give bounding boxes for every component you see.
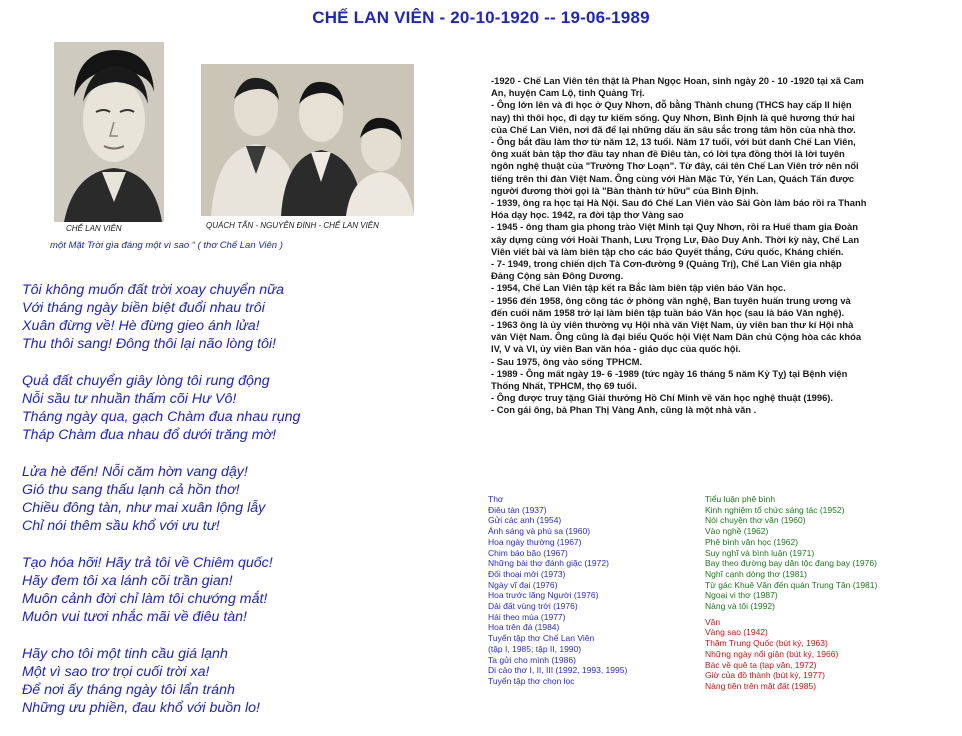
- poem-line: Muôn vui tươi nhắc mãi về điêu tàn!: [22, 609, 247, 625]
- bio-line: - Ông bắt đầu làm thơ từ năm 12, 13 tuổi. Năm 17 tuổi, với bút danh Chế Lan Viên,: [491, 136, 856, 148]
- poem-line: Với tháng ngày biền biệt đuổi nhau trôi: [22, 300, 265, 316]
- works-item: Suy nghĩ và bình luận (1971): [705, 547, 815, 558]
- works-item: Văn: [705, 616, 721, 627]
- works-item: Kinh nghiệm tổ chức sáng tác (1952): [705, 504, 845, 515]
- works-item: Tiểu luận phê bình: [705, 494, 776, 504]
- works-item: Phê bình văn học (1962): [705, 536, 799, 547]
- works-item: Thăm Trung Quốc (bút ký, 1963): [705, 638, 828, 649]
- works-poetry-list: [488, 494, 698, 687]
- bio-line: văn Việt Nam. Ông cũng là đại biểu Quốc hội Việt Nam Dân chủ Cộng hòa các khóa: [491, 331, 862, 343]
- poem-stanza: [22, 554, 462, 626]
- poem-line: Hãy đem tôi xa lánh cõi trần gian!: [22, 573, 233, 589]
- poem-line: Xuân đừng về! Hè đừng gieo ánh lửa!: [22, 318, 260, 334]
- poem-line: Lửa hè đến! Nỗi căm hờn vang dậy!: [22, 464, 248, 480]
- bio-line: Đảng Cộng sản Đông Dương.: [491, 270, 624, 282]
- works-item: Thơ: [488, 494, 504, 504]
- works-item: Ngày vĩ đại (1976): [488, 579, 558, 590]
- works-item: Vào nghề (1962): [705, 526, 769, 537]
- works-item: Nàng và tôi (1992): [705, 601, 775, 612]
- bio-line: An, huyện Cam Lộ, tỉnh Quảng Trị.: [491, 87, 645, 99]
- bio-line: - 7- 1949, trong chiến dịch Tà Cơn-đường 9 (Quảng Trị), Chế Lan Viên gia nhập: [491, 258, 842, 270]
- page-title: CHẾ LAN VIÊN - 20-10-1920 -- 19-06-1989: [312, 8, 650, 27]
- bio-line: nay) thì thôi học, đi dạy tư kiếm sống. Quy Nhơn, Bình Định là quê hương thứ hai: [491, 111, 855, 123]
- poem-line: Quả đất chuyển giây lòng tôi rung động: [22, 373, 270, 389]
- poem-stanza: [22, 372, 462, 444]
- works-item: Hoa trên đá (1984): [488, 622, 560, 633]
- bio-line: - 1954, Chế Lan Viên tập kết ra Bắc làm biên tập viên báo Văn học.: [491, 282, 786, 294]
- bio-line: ông xuất bản tập thơ đầu tay nhan đề Điêu tàn, có lời tựa đồng thời là lời tuyên: [491, 148, 845, 160]
- bio-line: - Sau 1975, ông vào sống TPHCM.: [491, 355, 643, 367]
- poem-line: Chỉ nói thêm sầu khổ với ưu tư!: [22, 518, 220, 534]
- works-item: Những bài thơ đánh giặc (1972): [488, 558, 609, 569]
- bio-line: Hóa dạy học. 1942, ra đời tập thơ Vàng sao: [491, 209, 684, 221]
- works-item: Ta gửi cho mình (1986): [488, 654, 576, 665]
- works-item: Ngoại vi thơ (1987): [705, 590, 778, 601]
- works-item: Hoa trước lăng Người (1976): [488, 590, 599, 601]
- group-photo: [201, 64, 414, 216]
- works-item: Hoa ngày thường (1967): [488, 536, 582, 547]
- bio-line: - Ông lớn lên và đi học ở Quy Nhơn, đỗ bằng Thành chung (THCS hay cấp II hiện: [491, 99, 852, 111]
- works-item: Chim báo bão (1967): [488, 547, 568, 558]
- poem-stanza: [22, 645, 462, 717]
- bio-line: - 1939, ông ra học tại Hà Nội. Sau đó Chế Lan Viên vào Sài Gòn làm báo rồi ra Thanh: [491, 197, 867, 209]
- poem-line: Chiều đông tàn, như mai xuân lộng lẫy: [22, 500, 266, 516]
- works-item: Gửi các anh (1954): [488, 515, 562, 526]
- poem-line: Những ưu phiền, đau khổ với buồn lo!: [22, 700, 260, 716]
- works-item: Bay theo đường bay dân tộc đang bay (1976): [705, 558, 877, 569]
- poem-line: Tháng ngày qua, gạch Chàm đua nhau rụng: [22, 409, 301, 425]
- bio-line: xây dựng cùng với Hoài Thanh, Lưu Trọng Lư, Đào Duy Anh. Thời kỳ này, Chế Lan: [491, 233, 860, 245]
- bio-line: - 1963 ông là ủy viên thường vụ Hội nhà văn Việt Nam, ủy viên ban thư kí Hội nhà: [491, 319, 854, 331]
- group-caption: QUÁCH TẤN - NGUYỄN ĐÌNH - CHẾ LAN VIÊN: [206, 221, 379, 230]
- works-item: (tập I, 1985; tập II, 1990): [488, 643, 582, 654]
- poem-line: Gió thu sang thấu lạnh cả hồn thơ!: [22, 482, 240, 498]
- poem-line: Muôn cảnh đời chỉ làm tôi chướng mắt!: [22, 591, 268, 607]
- works-item: Tuyển tập thơ chọn lọc: [488, 675, 575, 686]
- bio-line: -1920 - Chế Lan Viên tên thật là Phan Ngọc Hoan, sinh ngày 20 - 10 -1920 tại xã Cam: [491, 75, 864, 86]
- bio-line: - Con gái ông, bà Phan Thị Vàng Anh, cũng là một nhà văn .: [491, 404, 757, 416]
- works-item: Điêu tàn (1937): [488, 504, 547, 515]
- poem-line: Tạo hóa hỡi! Hãy trả tôi về Chiêm quốc!: [22, 555, 273, 571]
- works-item: Nghĩ cạnh dòng thơ (1981): [705, 568, 807, 579]
- poem-stanza: [22, 463, 462, 535]
- bio-line: ngôn nghệ thuật của "Trường Thơ Loạn". Từ đây, cái tên Chế Lan Viên trở nên nổi: [491, 160, 859, 172]
- bio-line: đến cuối năm 1958 trở lại làm biên tập tuần báo Văn học (sau là báo Văn nghệ).: [491, 306, 845, 318]
- bio-line: - 1945 - ông tham gia phong trào Việt Minh tại Quy Nhơn, rồi ra Huế tham gia Đoàn: [491, 221, 858, 233]
- works-criticism-prose-list: [705, 494, 955, 692]
- works-item: Vàng sao (1942): [705, 627, 768, 638]
- works-item: Đối thoại mới (1973): [488, 568, 566, 579]
- poem-line: Tháp Chàm đua nhau đổ dưới trăng mờ!: [22, 427, 277, 443]
- works-item: Những ngày nổi giận (bút ký, 1966): [705, 648, 839, 659]
- portrait-image: [54, 42, 164, 222]
- biography: [491, 75, 961, 417]
- bio-line: - 1956 đến 1958, ông công tác ở phòng văn nghệ, Ban tuyên huấn trung ương và: [491, 294, 851, 306]
- bio-line: Thống Nhất, TPHCM, thọ 69 tuổi.: [491, 380, 637, 392]
- works-item: Nói chuyện thơ văn (1960): [705, 515, 806, 526]
- bio-line: của Chế Lan Viên, nơi đã để lại những dấu ấn sâu sắc trong tâm hồn của nhà thơ.: [491, 123, 856, 135]
- works-item: Bác về quê ta (tạp văn, 1972): [705, 659, 817, 670]
- works-item: Dải đất vùng trời (1976): [488, 601, 578, 612]
- quote-line: một Mặt Trời gìa đáng một vì sao “ ( thơ Chế Lan Viên ): [50, 240, 283, 251]
- bio-line: - 1989 - Ông mất ngày 19- 6 -1989 (tức ngày 16 tháng 5 năm Kỷ Tỵ) tại Bệnh viện: [491, 367, 848, 379]
- group-image: [201, 64, 414, 216]
- works-item: Di cảo thơ I, II, III (1992, 1993, 1995): [488, 665, 628, 676]
- portrait-caption: CHẾ LAN VIÊN: [66, 224, 122, 233]
- poem-line: Nỗi sầu tư nhuần thấm cõi Hư Vô!: [22, 391, 237, 407]
- works-item: Giờ của đồ thành (bút ký, 1977): [705, 670, 825, 681]
- poem-stanza: [22, 281, 462, 353]
- poem-line: Thu thôi sang! Đông thôi lại não lòng tôi!: [22, 336, 276, 352]
- bio-line: người đương thời gọi là "Bàn thành tứ hữu" của Bình Định.: [491, 184, 759, 196]
- poem-line: Một vì sao trơ trọi cuối trời xa!: [22, 664, 210, 680]
- poem-line: Để nơi ấy tháng ngày tôi lẩn tránh: [22, 682, 235, 698]
- bio-line: Viên viết bài và làm biên tập cho các báo Quyết thắng, Cứu quốc, Kháng chiến.: [491, 245, 844, 257]
- poem-line: Hãy cho tôi một tinh cầu giá lạnh: [22, 646, 228, 662]
- portrait-photo: [54, 42, 164, 222]
- bio-line: - Ông được truy tặng Giải thưởng Hồ Chí Minh về văn học nghệ thuật (1996).: [491, 392, 834, 404]
- works-item: Nàng tiên trên mặt đất (1985): [705, 680, 817, 691]
- works-item: Tuyển tập thơ Chế Lan Viên: [488, 633, 595, 644]
- poem-line: Tôi không muốn đất trời xoay chuyển nữa: [22, 282, 285, 298]
- works-item: Từ gác Khuê Văn đến quán Trung Tân (1981): [705, 579, 878, 590]
- works-item: Ánh sáng và phù sa (1960): [488, 526, 591, 537]
- bio-line: IV, V và VI, ủy viên Ban văn hóa - giáo dục của quốc hội.: [491, 343, 741, 355]
- works-item: Hái theo mùa (1977): [488, 611, 566, 622]
- poem: [22, 281, 462, 736]
- bio-line: tiếng trên thi đàn Việt Nam. Ông cùng với Hàn Mặc Tử, Yến Lan, Quách Tấn được: [491, 172, 855, 184]
